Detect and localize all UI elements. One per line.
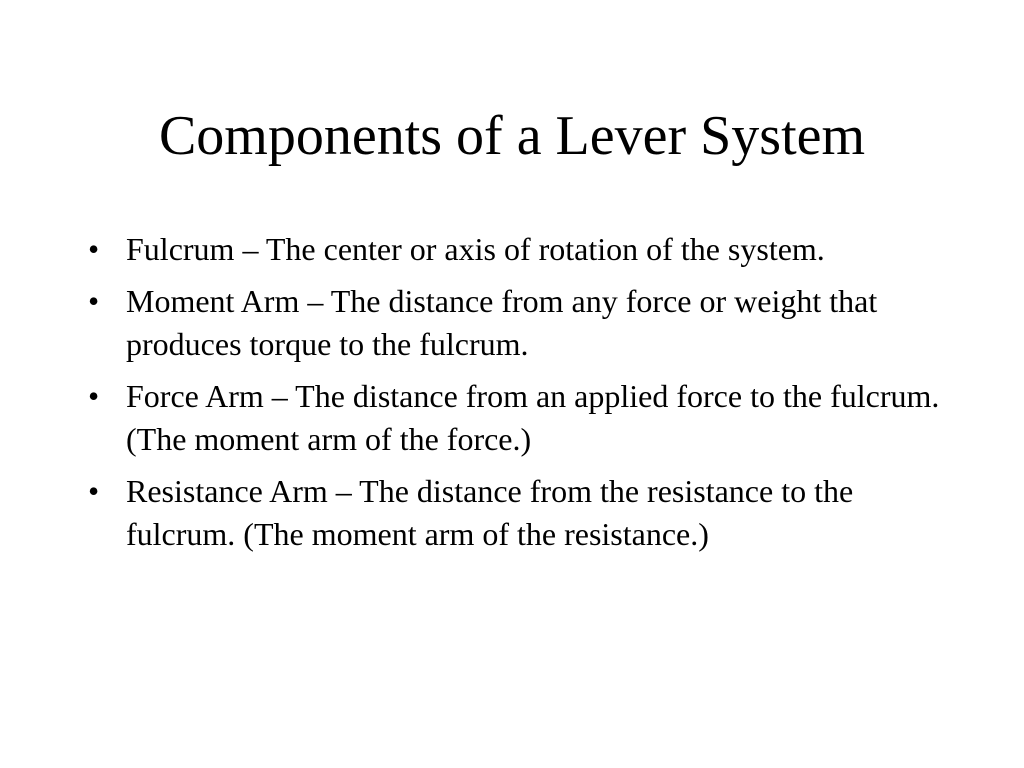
bullet-item-moment-arm bbox=[88, 280, 948, 366]
bullet-list bbox=[88, 228, 948, 565]
bullet-text: Resistance Arm – The distance from the resistance to the fulcrum. (The moment arm of the resistance.) bbox=[126, 473, 854, 552]
slide-title: Components of a Lever System bbox=[158, 105, 866, 167]
bullet-item-fulcrum bbox=[88, 228, 948, 271]
bullet-icon: • bbox=[88, 283, 100, 319]
bullet-item-force-arm bbox=[88, 375, 948, 461]
bullet-icon: • bbox=[88, 378, 100, 414]
bullet-icon: • bbox=[88, 231, 100, 267]
bullet-text: Fulcrum – The center or axis of rotation of the system. bbox=[126, 231, 825, 267]
bullet-item-resistance-arm bbox=[88, 470, 948, 556]
bullet-icon: • bbox=[88, 473, 100, 509]
bullet-text: Moment Arm – The distance from any force or weight that produces torque to the fulcrum. bbox=[126, 283, 878, 362]
bullet-text: Force Arm – The distance from an applied force to the fulcrum. (The moment arm of the force.) bbox=[126, 378, 940, 457]
